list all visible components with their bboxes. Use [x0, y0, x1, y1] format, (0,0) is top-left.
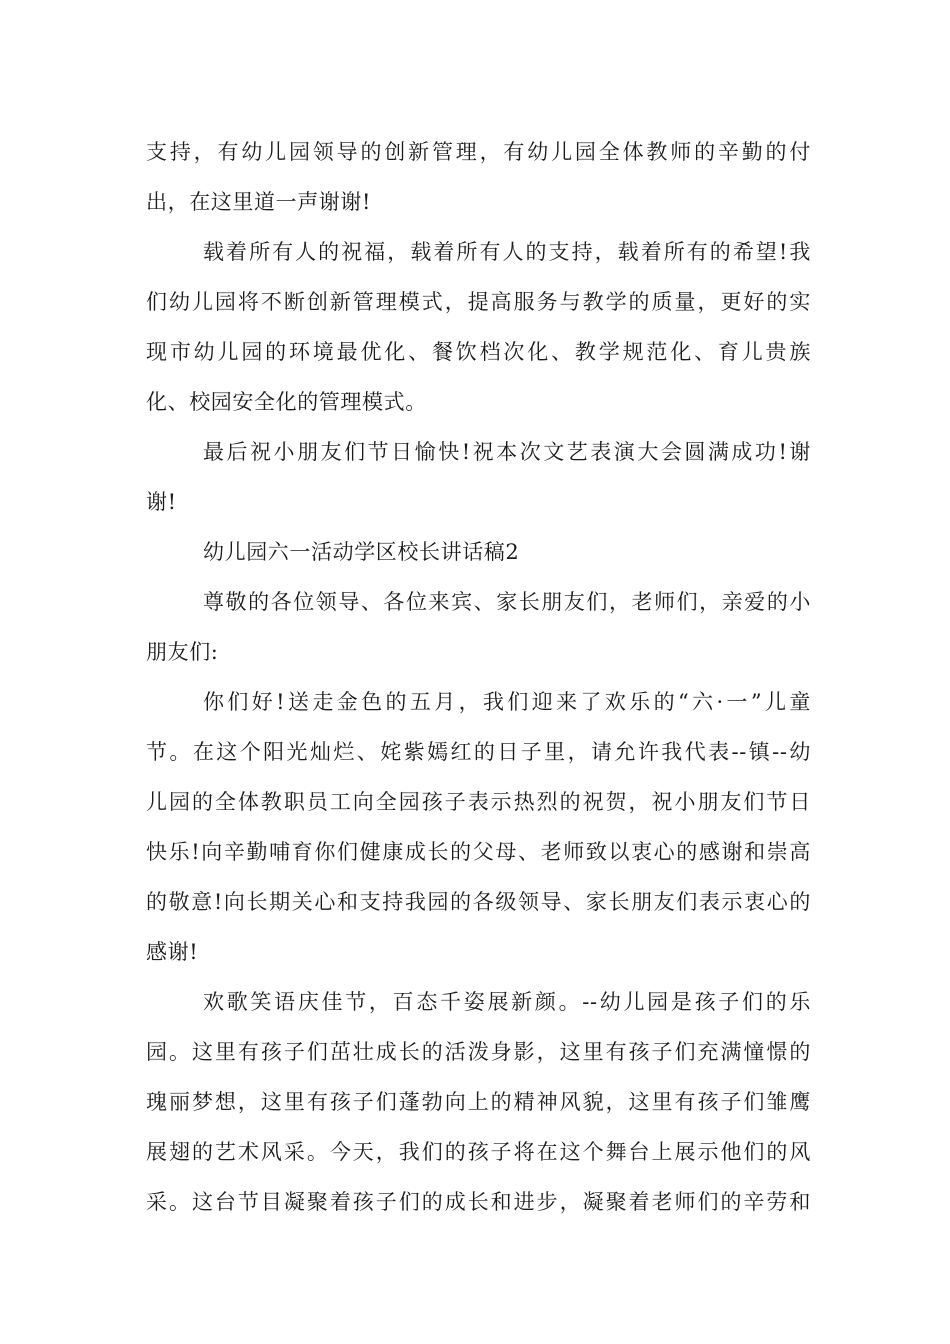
- text-line: 展翅的艺术风采。今天，我们的孩子将在这个舞台上展示他们的风: [146, 1140, 811, 1164]
- text-line: 你们好!送走金色的五月，我们迎来了欢乐的“六·一”儿童: [203, 690, 811, 714]
- text-line: 朋友们:: [146, 640, 219, 664]
- text-line: 化、校园安全化的管理模式。: [146, 390, 427, 414]
- text-line: 出，在这里道一声谢谢!: [146, 190, 372, 214]
- text-line: 尊敬的各位领导、各位来宾、家长朋友们，老师们，亲爱的小: [203, 590, 811, 614]
- section-heading: 幼儿园六一活动学区校长讲话稿2: [203, 540, 520, 564]
- text-line: 节。在这个阳光灿烂、姹紫嫣红的日子里，请允许我代表--镇--幼: [146, 740, 811, 764]
- text-line: 支持，有幼儿园领导的创新管理，有幼儿园全体教师的辛勤的付: [146, 140, 811, 164]
- text-line: 儿园的全体教职员工向全园孩子表示热烈的祝贺，祝小朋友们节日: [146, 790, 811, 814]
- text-line: 最后祝小朋友们节日愉快!祝本次文艺表演大会圆满成功!谢: [203, 440, 811, 464]
- text-line: 们幼儿园将不断创新管理模式，提高服务与教学的质量，更好的实: [146, 290, 811, 314]
- text-line: 瑰丽梦想，这里有孩子们蓬勃向上的精神风貌，这里有孩子们雏鹰: [146, 1090, 811, 1114]
- text-line: 谢!: [146, 490, 177, 514]
- text-line: 现市幼儿园的环境最优化、餐饮档次化、教学规范化、育儿贵族: [146, 340, 811, 364]
- text-line: 快乐!向辛勤哺育你们健康成长的父母、老师致以衷心的感谢和崇高: [146, 840, 811, 864]
- text-line: 园。这里有孩子们茁壮成长的活泼身影，这里有孩子们充满憧憬的: [146, 1040, 811, 1064]
- text-line: 载着所有人的祝福，载着所有人的支持，载着所有的希望!我: [203, 240, 811, 264]
- text-line: 采。这台节目凝聚着孩子们的成长和进步，凝聚着老师们的辛劳和: [146, 1190, 811, 1214]
- text-line: 的敬意!向长期关心和支持我园的各级领导、家长朋友们表示衷心的: [146, 890, 811, 914]
- text-line: 感谢!: [146, 940, 199, 964]
- text-line: 欢歌笑语庆佳节，百态千姿展新颜。--幼儿园是孩子们的乐: [203, 990, 811, 1014]
